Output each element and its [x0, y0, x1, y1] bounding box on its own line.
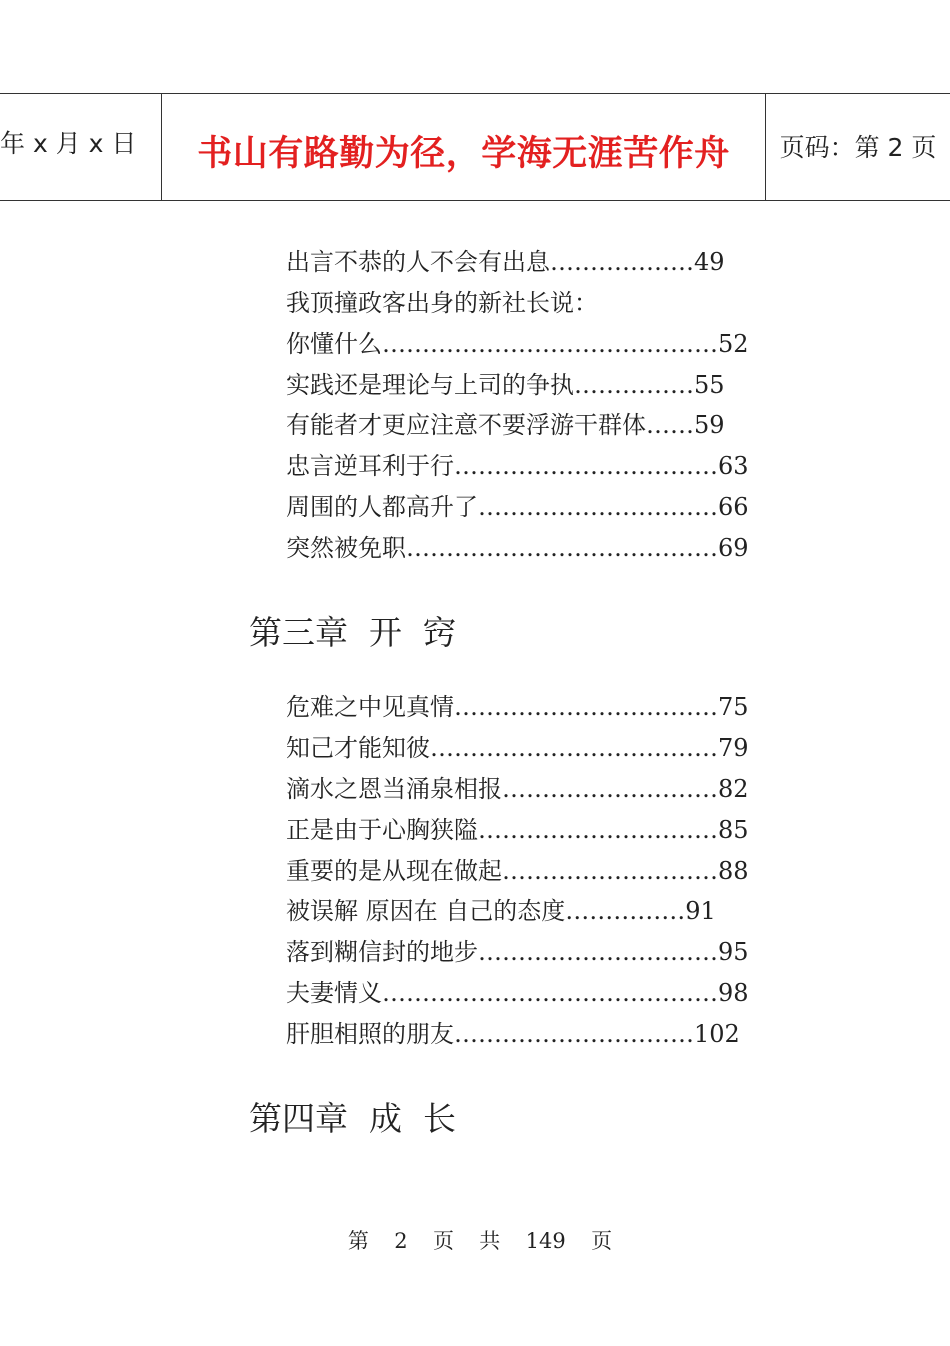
toc-entry[interactable]: 肝胆相照的朋友…………………………102 — [286, 1020, 740, 1048]
toc-entry[interactable]: 危难之中见真情……………………………75 — [286, 693, 749, 721]
toc-entry[interactable]: 忠言逆耳利于行……………………………63 — [286, 452, 749, 480]
page-header — [0, 93, 950, 201]
toc-entry[interactable]: 出言不恭的人不会有出息………………49 — [286, 248, 725, 276]
toc-entry[interactable]: 夫妻情义……………………………………98 — [286, 979, 749, 1007]
toc-entry[interactable]: 我顶撞政客出身的新社长说： — [286, 289, 598, 317]
toc-entry[interactable]: 知己才能知彼………………………………79 — [286, 734, 749, 762]
toc-entry[interactable]: 被误解 原因在 自己的态度……………91 — [286, 897, 716, 925]
toc-entry[interactable]: 有能者才更应注意不要浮游干群体……59 — [286, 411, 725, 439]
toc-entry[interactable]: 你懂什么……………………………………52 — [286, 330, 749, 358]
toc-entry[interactable]: 实践还是理论与上司的争执……………55 — [286, 371, 725, 399]
chapter-heading: 第四章 成 长 — [249, 1099, 456, 1138]
toc-entry[interactable]: 落到糊信封的地步…………………………95 — [286, 938, 749, 966]
header-date: 年 x 月 x 日 — [0, 94, 162, 200]
header-motto: 书山有路勤为径，学海无涯苦作舟 — [162, 94, 766, 200]
header-page-number: 页码：第 2 页 — [779, 133, 937, 162]
toc-entry[interactable]: 重要的是从现在做起………………………88 — [286, 857, 749, 885]
toc-entry[interactable]: 正是由于心胸狭隘…………………………85 — [286, 816, 749, 844]
toc-entry[interactable]: 周围的人都高升了…………………………66 — [286, 493, 749, 521]
toc-entry[interactable]: 突然被免职…………………………………69 — [286, 534, 749, 562]
page-footer: 第 2 页 共 149 页 — [347, 1229, 613, 1253]
toc-entry[interactable]: 滴水之恩当涌泉相报………………………82 — [286, 775, 749, 803]
chapter-heading: 第三章 开 窍 — [249, 613, 456, 652]
